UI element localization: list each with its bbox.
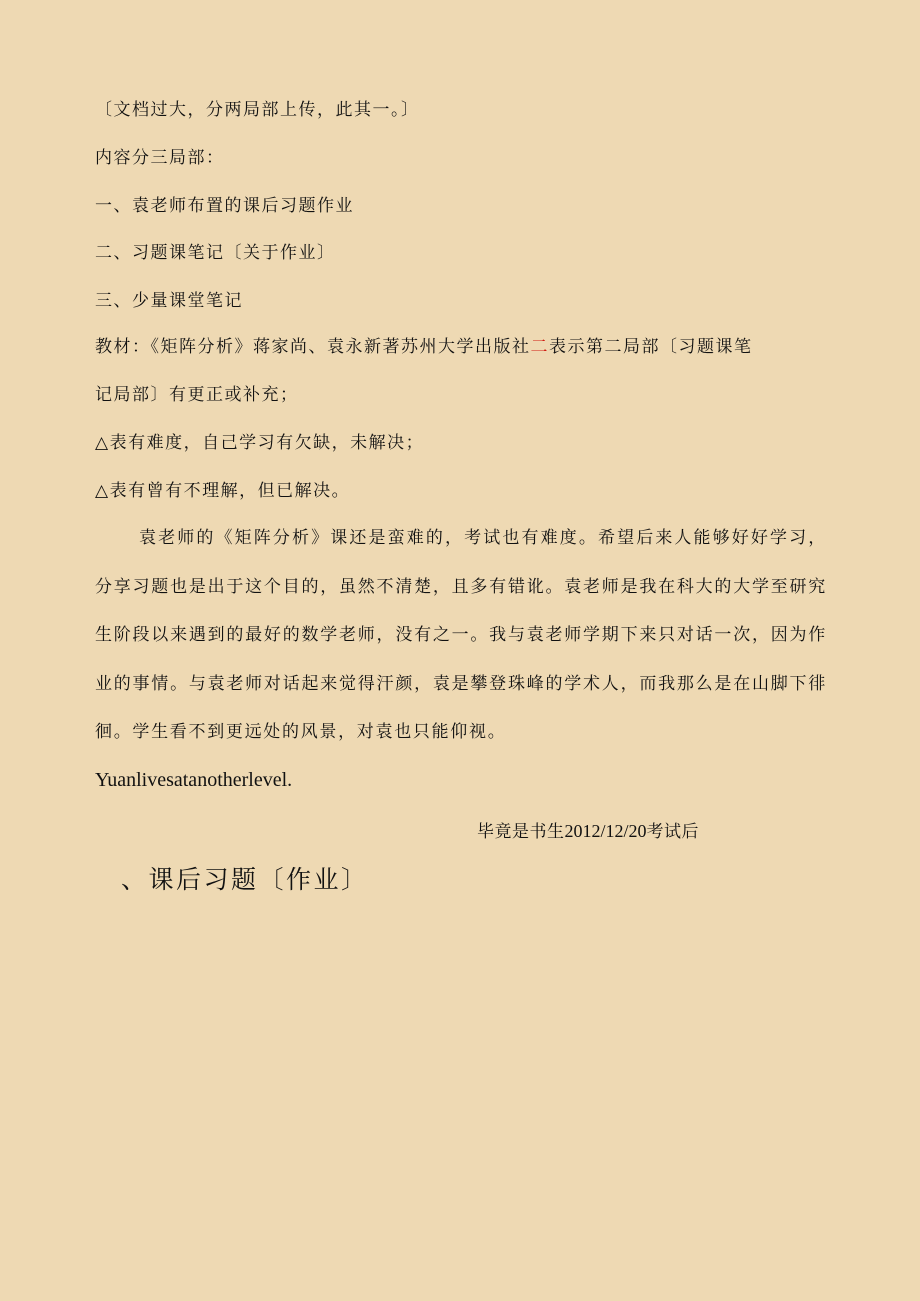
textbook-marker-explanation: 表示第二局部〔习题课笔 [549, 337, 753, 357]
signature-prefix: 毕竟是书生 [477, 822, 565, 842]
signature [477, 820, 699, 843]
legend-item-solved: △表有曾有不理解，但已解决。 [95, 481, 351, 501]
header-note: 〔文档过大，分两局部上传，此其一。〕 [95, 100, 420, 120]
contents-title: 内容分三局部： [95, 148, 225, 168]
signature-suffix: 考试后 [646, 822, 700, 842]
english-line: Yuanlivesatanotherlevel. [95, 769, 293, 791]
section-heading: 、课后习题〔作业〕 [121, 865, 369, 894]
textbook-line-1 [95, 336, 753, 358]
contents-item-3: 三、少量课堂笔记 [95, 291, 243, 311]
textbook-line-2: 记局部〕有更正或补充； [95, 385, 299, 405]
legend-item-unsolved: △表有难度，自己学习有欠缺，未解决； [95, 433, 425, 453]
contents-item-2: 二、习题课笔记〔关于作业〕 [95, 243, 336, 263]
intro-paragraph: 袁老师的《矩阵分析》课还是蛮难的，考试也有难度。希望后来人能够好好学习，分享习题也是出于这个目的，虽然不清楚，且多有错讹。袁老师是我在科大的大学至研究生阶段以来遇到的最好的数学老师，没有之一。我与袁老师学期下来只对话一次，因为作业的事情。与袁老师对话起来觉得汗颜，袁是攀登珠峰的学术人，而我那么是在山脚下徘徊。学生看不到更远处的风景，对袁也只能仰视。 [95, 528, 827, 742]
signature-date: 2012/12/20 [564, 821, 647, 841]
textbook-info: 教材：《矩阵分析》蒋家尚、袁永新著苏州大学出版社 [95, 337, 531, 357]
contents-item-1: 一、袁老师布置的课后习题作业 [95, 196, 354, 216]
red-marker-text: 二 [530, 337, 549, 357]
